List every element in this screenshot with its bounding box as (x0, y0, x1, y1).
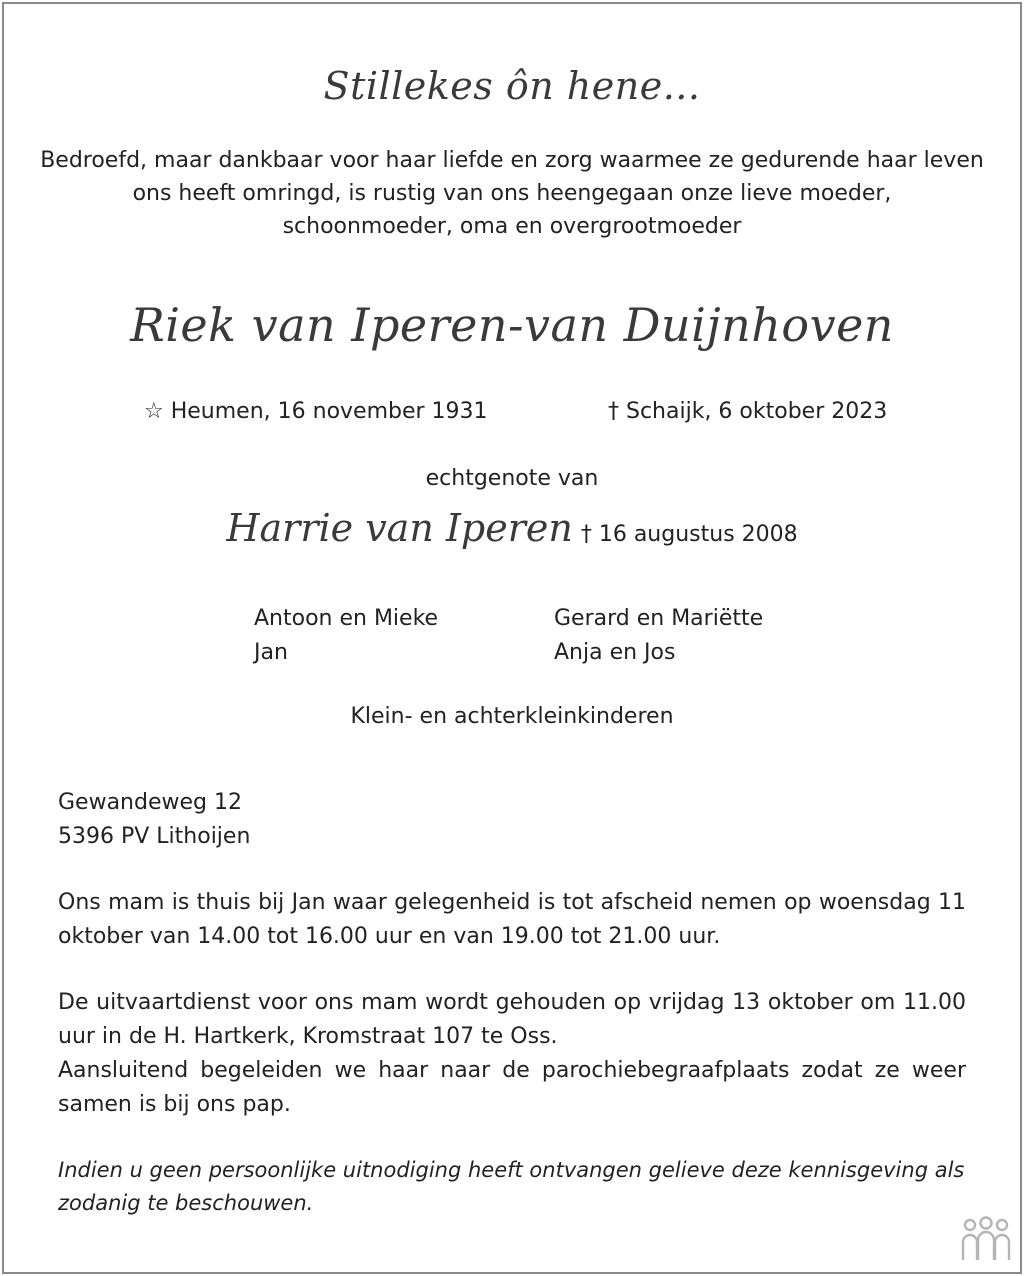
grandchildren-line: Klein- en achterkleinkinderen (350, 704, 674, 729)
child-entry: Jan (254, 640, 288, 665)
birth-date: ☆ Heumen, 16 november 1931 (144, 399, 488, 424)
address-block (58, 786, 250, 854)
child-entry: Antoon en Mieke (254, 606, 439, 631)
spouse-label: echtgenote van (425, 466, 599, 491)
spouse-death-date: † 16 augustus 2008 (580, 522, 798, 547)
children-right-column (554, 602, 763, 670)
opening-phrase: Stillekes ôn hene... (323, 64, 701, 108)
child-entry: Gerard en Mariëtte (554, 606, 764, 631)
death-date: † Schaijk, 6 oktober 2023 (608, 399, 888, 424)
intro-text (0, 144, 1024, 243)
address-postcode-city: 5396 PV Lithoijen (58, 824, 251, 849)
deceased-name: Riek van Iperen-van Duijnhoven (130, 298, 894, 352)
family-people-icon (960, 1216, 1012, 1264)
intro-line: Bedroefd, maar dankbaar voor haar liefde en zorg waarmee ze gedurende haar leven (40, 148, 984, 173)
spouse-line (0, 506, 1024, 566)
funeral-service-text: De uitvaartdienst voor ons mam wordt gehouden op vrijdag 13 oktober om 11.00 uur in de H. Hartkerk, Kromstraat 107 te Oss. (58, 990, 966, 1049)
intro-line: ons heeft omringd, is rustig van ons heengegaan onze lieve moeder, (132, 181, 892, 206)
closing-note: Indien u geen persoonlijke uitnodiging heeft ontvangen gelieve deze kennisgeving als zodanig te beschouwen. (58, 1158, 965, 1215)
child-entry: Anja en Jos (554, 640, 676, 665)
visitation-paragraph: Ons mam is thuis bij Jan waar gelegenheid is tot afscheid nemen op woensdag 11 oktober van 14.00 tot 16.00 uur en van 19.00 tot 21.00 uur. (58, 890, 966, 949)
address-street: Gewandeweg 12 (58, 790, 242, 815)
spouse-name: Harrie van Iperen (226, 506, 573, 550)
funeral-paragraph (58, 986, 966, 1122)
children-left-column (254, 602, 438, 670)
intro-line: schoonmoeder, oma en overgrootmoeder (282, 214, 742, 239)
burial-text: Aansluitend begeleiden we haar naar de parochiebegraafplaats zodat ze weer samen is bij ons pap. (58, 1058, 966, 1117)
